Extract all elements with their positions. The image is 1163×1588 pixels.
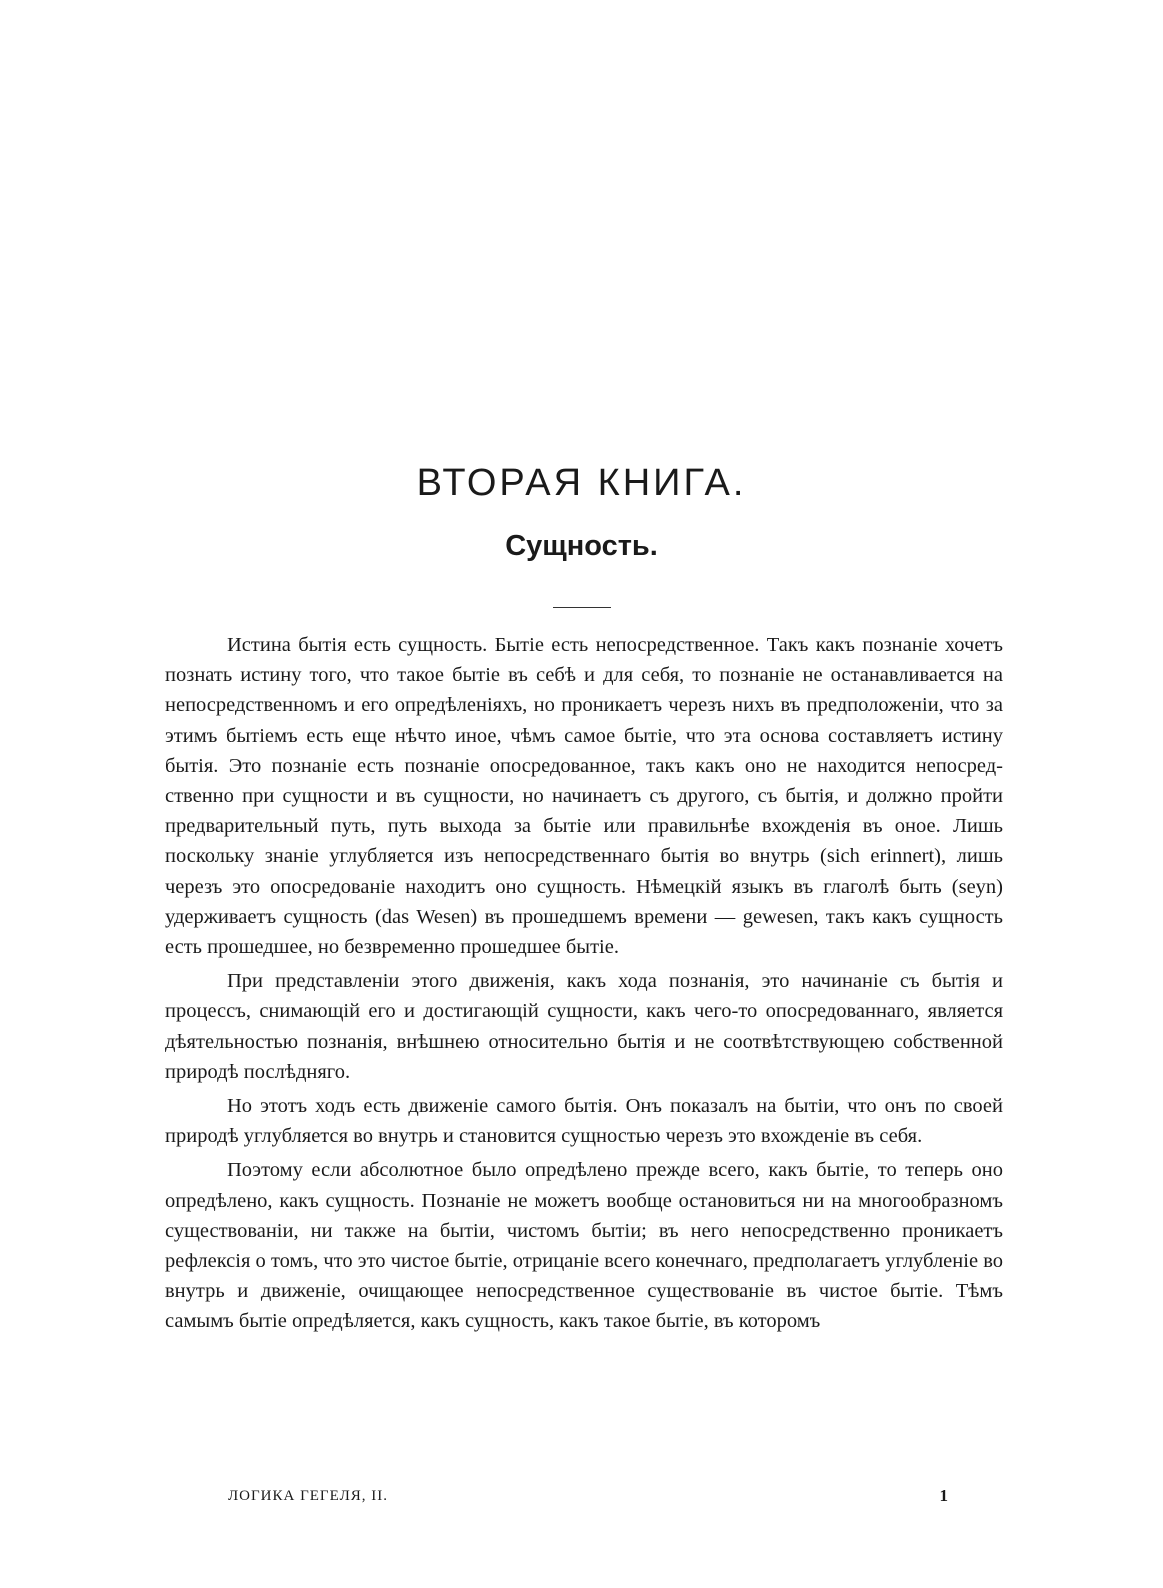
paragraph-1: Истина бытія есть сущность. Бытіе есть непосредственное. Такъ какъ познаніе хочетъ познать истину того, что такое бытіе въ себѣ и для себя, то познаніе не останавливается на непосредственномъ и его опредѣленіяхъ, но проникаетъ черезъ нихъ въ предположеніи, что за этимъ бытіемъ есть еще нѣчто иное, чѣмъ самое бытіе, что эта основа составляетъ истину бытія. Это познаніе есть познаніе опосредованное, такъ какъ оно не находится непосредственно при сущности и въ сущности, но начинаетъ съ другого, съ бытія, и должно пройти предварительный путь, путь выхода за бытіе или правильнѣе вхожденія въ оное. Лишь поскольку знаніе углубляется изъ непосредственнаго бытія во внутрь (sich erinnert), лишь черезъ это опосредованіе находитъ оно сущность. Нѣмецкій языкъ въ глаголѣ быть (seyn) удерживаетъ сущность (das Wesen) въ прошедшемъ времени — gewesen, такъ какъ сущность есть прошедшее, но безвременно прошедшее бытіе. — [165, 634, 1003, 959]
page-footer — [228, 1488, 948, 1512]
title-divider — [553, 607, 611, 608]
paragraph-4: Поэтому если абсолютное было опредѣлено прежде всего, какъ бытіе, то теперь оно опредѣлено, какъ сущность. Познаніе не можетъ вообще остановиться ни на многообразномъ существованіи, ни также на бытіи, чистомъ бытіи; въ него непосредственно проникаетъ рефлексія о томъ, что это чистое бытіе, отрицаніе всего конечнаго, предполагаетъ углубленіе во внутрь и движеніе, очищающее непосредственное существованіе въ чистое бытіе. Тѣмъ самымъ бытіе опредѣляется, какъ сущность, какъ такое бытіе, въ которомъ — [165, 1159, 1003, 1333]
running-head: ЛОГИКА ГЕГЕЛЯ, II. — [228, 1488, 388, 1504]
paragraph-2: При представленіи этого движенія, какъ хода познанія, это начинаніе съ бытія и процессъ, снимающій его и достигающій сущности, какъ чего-то опосредованнаго, является дѣятельностью познанія, внѣшнею относительно бытія и не соотвѣтствующею собственной природѣ послѣдняго. — [165, 970, 1003, 1083]
page-number: 1 — [939, 1486, 948, 1505]
book-title: ВТОРАЯ КНИГА. — [416, 462, 747, 504]
paragraph-3: Но этотъ ходъ есть движеніе самого бытія. Онъ показалъ на бытіи, что онъ по своей природѣ углубляется во внутрь и становится сущностью черезъ это вхожденіе въ себя. — [165, 1095, 1003, 1148]
section-title: Сущность. — [505, 530, 658, 562]
body-text — [165, 630, 1003, 1341]
